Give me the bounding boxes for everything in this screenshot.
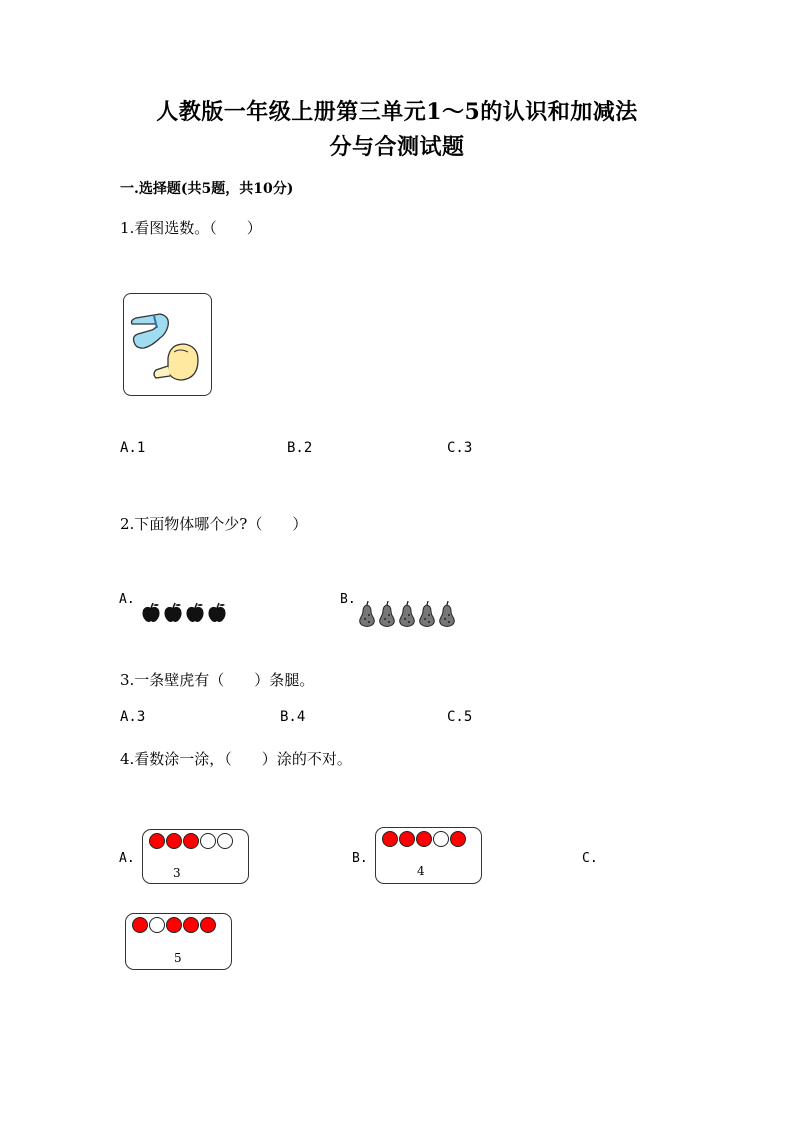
question-3-option-c[interactable]: C.5 [447, 709, 473, 725]
pear-icon [357, 600, 377, 628]
pear-row [357, 600, 457, 628]
question-3-option-b[interactable]: B.4 [280, 709, 306, 725]
bead-empty [149, 917, 165, 933]
apple-row [140, 602, 228, 624]
question-4-option-c[interactable]: C. [582, 851, 598, 866]
bead-box-c [125, 913, 232, 970]
pear-icon [377, 600, 397, 628]
bead-filled [416, 831, 432, 847]
question-1-text: 1.看图选数。（ ） [120, 219, 262, 237]
bead-filled [183, 917, 199, 933]
bead-filled [166, 917, 182, 933]
bead-empty [200, 833, 216, 849]
question-3-option-a[interactable]: A.3 [120, 709, 146, 725]
bead-filled [132, 917, 148, 933]
apple-icon [206, 602, 228, 624]
bead-filled [450, 831, 466, 847]
question-4-text: 4.看数涂一涂，（ ）涂的不对。 [120, 750, 352, 768]
bead-empty [433, 831, 449, 847]
bead-number-a: 3 [173, 866, 181, 880]
bead-empty [217, 833, 233, 849]
bead-number-c: 5 [174, 951, 182, 965]
question-1-option-c[interactable]: C.3 [447, 440, 473, 456]
section-heading: 一.选择题(共5题，共10分) [120, 181, 294, 197]
pear-icon [437, 600, 457, 628]
question-4-option-a[interactable]: A. [119, 851, 135, 866]
bead-filled [166, 833, 182, 849]
bead-number-b: 4 [417, 864, 425, 878]
apple-icon [162, 602, 184, 624]
apple-icon [140, 602, 162, 624]
bead-row-b [382, 831, 466, 847]
question-1-option-b[interactable]: B.2 [287, 440, 313, 456]
question-4-option-b[interactable]: B. [352, 851, 368, 866]
bead-filled [399, 831, 415, 847]
bead-box-b [375, 827, 482, 884]
pear-icon [417, 600, 437, 628]
bead-filled [149, 833, 165, 849]
question-2-text: 2.下面物体哪个少?（ ） [120, 515, 308, 533]
whistle-icon [124, 294, 211, 395]
apple-icon [184, 602, 206, 624]
page-title-line1: 人教版一年级上册第三单元1～5的认识和加减法 [156, 99, 638, 125]
question-3-text: 3.一条壁虎有（ ）条腿。 [120, 671, 315, 689]
question-1-option-a[interactable]: A.1 [120, 440, 146, 456]
bead-filled [200, 917, 216, 933]
bead-row-a [149, 833, 233, 849]
bead-box-a [142, 829, 249, 884]
pear-icon [397, 600, 417, 628]
question-1-picture [123, 293, 212, 396]
question-2-option-a[interactable]: A. [119, 592, 135, 607]
bead-filled [183, 833, 199, 849]
bead-filled [382, 831, 398, 847]
bead-row-c [132, 917, 216, 933]
question-2-option-b[interactable]: B. [340, 592, 356, 607]
page-title-line2: 分与合测试题 [329, 134, 465, 160]
